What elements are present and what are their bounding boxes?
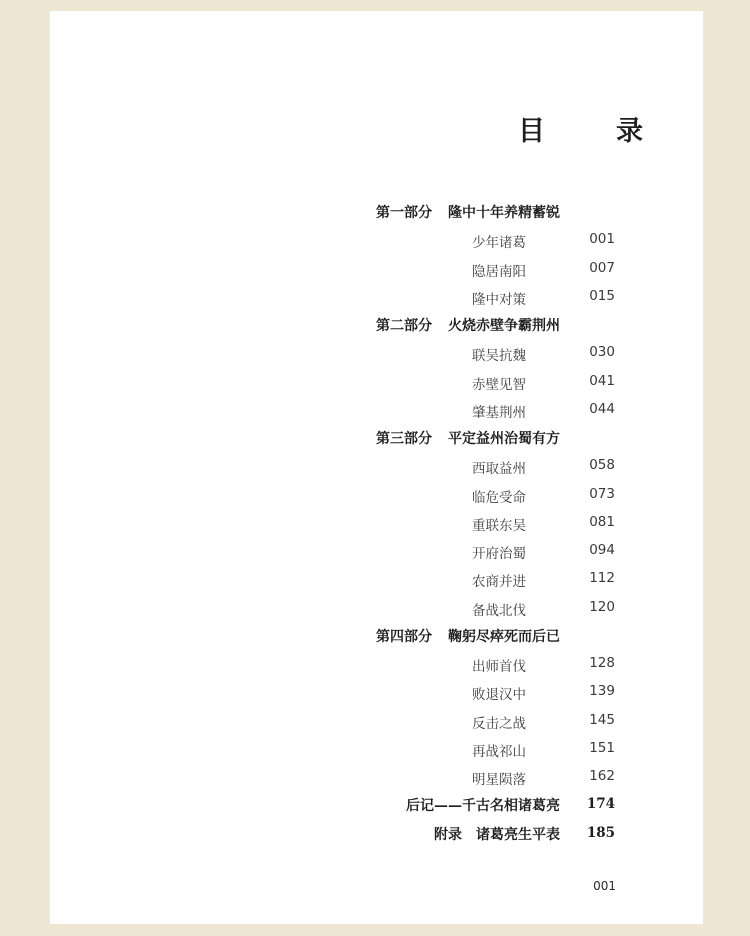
chapter-page-number: 044 <box>589 400 615 417</box>
toc-chapter-row <box>50 451 703 479</box>
toc-chapter-row <box>50 706 703 734</box>
toc-chapter-row <box>50 225 703 253</box>
chapter-title: 重联东吴 <box>472 517 526 534</box>
chapter-page-number: 041 <box>589 372 615 389</box>
chapter-title: 开府治蜀 <box>472 546 526 562</box>
part-number: 第一部分 <box>376 205 432 221</box>
toc-extra-row <box>50 790 703 818</box>
part-heading <box>376 626 560 646</box>
chapter-title: 出师首伐 <box>472 659 526 675</box>
part-name: 火烧赤壁争霸荆州 <box>448 318 560 334</box>
chapter-page-number: 073 <box>589 485 615 502</box>
extra-title: 后记——千古名相诸葛亮 <box>406 798 560 815</box>
toc-chapter-row <box>50 254 703 282</box>
part-heading <box>376 315 560 335</box>
chapter-page-number: 145 <box>589 711 615 728</box>
part-name: 平定益州治蜀有方 <box>448 431 560 447</box>
toc-chapter-row <box>50 536 703 564</box>
book-page <box>50 11 703 924</box>
chapter-title: 隐居南阳 <box>472 263 526 280</box>
chapter-title: 败退汉中 <box>472 687 526 704</box>
chapter-page-number: 162 <box>589 768 615 784</box>
chapter-page-number: 001 <box>589 231 615 248</box>
toc-chapter-row <box>50 367 703 395</box>
extra-page-number: 185 <box>586 824 615 841</box>
extra-title: 附录 诸葛亮生平表 <box>434 826 560 843</box>
toc-chapter-row <box>50 338 703 366</box>
toc-chapter-row <box>50 734 703 762</box>
chapter-title: 农商并进 <box>472 574 526 591</box>
chapter-title: 联吴抗魏 <box>472 348 526 365</box>
part-name: 鞠躬尽瘁死而后已 <box>448 628 560 645</box>
part-heading <box>376 428 560 448</box>
chapter-page-number: 007 <box>589 259 615 276</box>
chapter-page-number: 030 <box>589 344 615 361</box>
part-name: 隆中十年养精蓄锐 <box>448 205 560 221</box>
chapter-title: 少年诸葛 <box>472 235 526 252</box>
toc-part-row <box>50 423 703 451</box>
chapter-title: 临危受命 <box>472 489 526 506</box>
toc-part-row <box>50 310 703 338</box>
toc-chapter-row <box>50 677 703 705</box>
toc-chapter-row <box>50 762 703 790</box>
chapter-page-number: 139 <box>589 683 615 700</box>
chapter-title: 明星陨落 <box>472 772 526 788</box>
extra-page-number: 174 <box>586 796 615 813</box>
part-number: 第四部分 <box>376 628 432 645</box>
part-number: 第三部分 <box>376 431 432 447</box>
chapter-title: 西取益州 <box>472 461 526 478</box>
toc-chapter-row <box>50 480 703 508</box>
part-number: 第二部分 <box>376 318 432 334</box>
toc-part-row <box>50 621 703 649</box>
toc-heading: 目 录 <box>518 116 665 147</box>
toc-chapter-row <box>50 564 703 592</box>
toc-chapter-row <box>50 593 703 621</box>
toc-chapter-row <box>50 508 703 536</box>
page-folio: 001 <box>593 879 616 893</box>
table-of-contents <box>50 197 703 847</box>
toc-part-row <box>50 197 703 225</box>
part-heading <box>376 202 560 222</box>
chapter-page-number: 058 <box>589 457 615 474</box>
chapter-page-number: 094 <box>589 542 615 558</box>
chapter-title: 备战北伐 <box>472 602 526 619</box>
chapter-title: 再战祁山 <box>472 743 526 760</box>
chapter-title: 反击之战 <box>472 715 526 732</box>
toc-chapter-row <box>50 395 703 423</box>
toc-extra-row <box>50 819 703 847</box>
toc-chapter-row <box>50 282 703 310</box>
chapter-page-number: 015 <box>589 287 615 304</box>
chapter-page-number: 128 <box>589 655 615 671</box>
chapter-title: 肇基荆州 <box>472 404 526 421</box>
chapter-title: 赤壁见智 <box>472 376 526 393</box>
chapter-page-number: 151 <box>589 739 615 756</box>
toc-chapter-row <box>50 649 703 677</box>
chapter-page-number: 120 <box>589 598 615 615</box>
chapter-title: 隆中对策 <box>472 291 526 308</box>
chapter-page-number: 112 <box>589 570 615 587</box>
chapter-page-number: 081 <box>589 513 615 530</box>
